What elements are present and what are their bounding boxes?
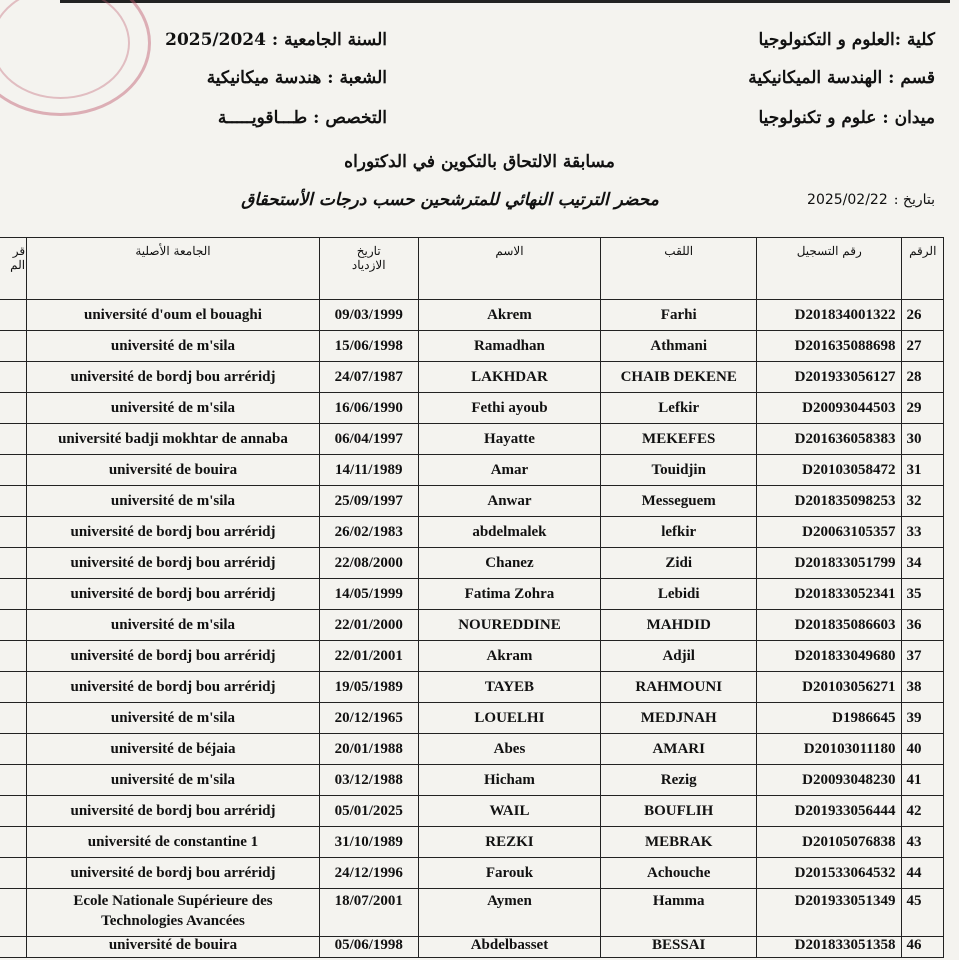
cell-university: université de béjaia xyxy=(27,734,320,765)
cell-name: Hayatte xyxy=(418,424,601,455)
table-row xyxy=(0,937,944,958)
cell-num: 44 xyxy=(902,858,944,889)
cell-surname: Athmani xyxy=(601,331,757,362)
cell-name: Abdelbasset xyxy=(418,937,601,958)
cell-decision xyxy=(0,517,27,548)
cell-name: abdelmalek xyxy=(418,517,601,548)
cell-decision xyxy=(0,300,27,331)
cell-registration: D201635088698 xyxy=(757,331,902,362)
cell-name: Fatima Zohra xyxy=(418,579,601,610)
cell-registration: D201835098253 xyxy=(757,486,902,517)
cell-decision xyxy=(0,672,27,703)
cell-num: 42 xyxy=(902,796,944,827)
cell-name: WAIL xyxy=(418,796,601,827)
table-row xyxy=(0,796,944,827)
cell-university: université de bouira xyxy=(27,937,320,958)
cell-surname: lefkir xyxy=(601,517,757,548)
cell-birthdate: 20/01/1988 xyxy=(319,734,418,765)
cell-num: 45 xyxy=(902,889,944,937)
cell-num: 26 xyxy=(902,300,944,331)
cell-registration: D20093044503 xyxy=(757,393,902,424)
cell-name: NOUREDDINE xyxy=(418,610,601,641)
cell-birthdate: 18/07/2001 xyxy=(319,889,418,937)
cell-surname: MEKEFES xyxy=(601,424,757,455)
table-row xyxy=(0,331,944,362)
cell-num: 34 xyxy=(902,548,944,579)
top-rule xyxy=(60,0,950,3)
cell-num: 32 xyxy=(902,486,944,517)
table-row xyxy=(0,517,944,548)
cell-num: 38 xyxy=(902,672,944,703)
cell-surname: BESSAI xyxy=(601,937,757,958)
table-row xyxy=(0,455,944,486)
cell-name: Amar xyxy=(418,455,601,486)
cell-surname: Hamma xyxy=(601,889,757,937)
cell-birthdate: 03/12/1988 xyxy=(319,765,418,796)
cell-name: Fethi ayoub xyxy=(418,393,601,424)
cell-university: université de m'sila xyxy=(27,486,320,517)
cell-surname: Farhi xyxy=(601,300,757,331)
cell-registration: D1986645 xyxy=(757,703,902,734)
cell-decision xyxy=(0,486,27,517)
cell-birthdate: 22/01/2000 xyxy=(319,610,418,641)
cell-university: université badji mokhtar de annaba xyxy=(27,424,320,455)
cell-name: Akrem xyxy=(418,300,601,331)
col-header-birthdate: تاريخ الازدياد xyxy=(319,238,418,300)
cell-name: Akram xyxy=(418,641,601,672)
cell-registration: D20063105357 xyxy=(757,517,902,548)
col-header-registration: رقم التسجيل xyxy=(757,238,902,300)
cell-name: Aymen xyxy=(418,889,601,937)
cell-surname: Rezig xyxy=(601,765,757,796)
cell-decision xyxy=(0,827,27,858)
cell-university: université de bordj bou arréridj xyxy=(27,517,320,548)
department-line: قسم: الهندسة الميكانيكية xyxy=(748,68,935,88)
col-header-name: الاسم xyxy=(418,238,601,300)
cell-name: TAYEB xyxy=(418,672,601,703)
cell-birthdate: 26/02/1983 xyxy=(319,517,418,548)
cell-birthdate: 31/10/1989 xyxy=(319,827,418,858)
cell-university: université de bordj bou arréridj xyxy=(27,858,320,889)
cell-surname: Lefkir xyxy=(601,393,757,424)
cell-surname: CHAIB DEKENE xyxy=(601,362,757,393)
cell-num: 37 xyxy=(902,641,944,672)
cell-decision xyxy=(0,393,27,424)
cell-surname: Lebidi xyxy=(601,579,757,610)
cell-university: université de m'sila xyxy=(27,331,320,362)
cell-birthdate: 14/05/1999 xyxy=(319,579,418,610)
cell-decision xyxy=(0,331,27,362)
cell-university: université de bordj bou arréridj xyxy=(27,672,320,703)
cell-decision xyxy=(0,937,27,958)
cell-num: 35 xyxy=(902,579,944,610)
cell-university: université de m'sila xyxy=(27,393,320,424)
cell-university: université de m'sila xyxy=(27,765,320,796)
table-header-row xyxy=(0,238,944,300)
cell-decision xyxy=(0,424,27,455)
cell-decision xyxy=(0,796,27,827)
cell-name: LAKHDAR xyxy=(418,362,601,393)
cell-birthdate: 05/01/2025 xyxy=(319,796,418,827)
cell-num: 43 xyxy=(902,827,944,858)
cell-surname: MEBRAK xyxy=(601,827,757,858)
table-row xyxy=(0,610,944,641)
col-header-surname: اللقب xyxy=(601,238,757,300)
cell-surname: Zidi xyxy=(601,548,757,579)
table-row xyxy=(0,579,944,610)
cell-registration: D201933051349 xyxy=(757,889,902,937)
cell-num: 28 xyxy=(902,362,944,393)
table-row xyxy=(0,424,944,455)
cell-decision xyxy=(0,703,27,734)
faculty-line: كلية:العلوم و التكنولوجيا xyxy=(758,30,935,50)
table-row xyxy=(0,703,944,734)
cell-decision xyxy=(0,734,27,765)
cell-registration: D201833052341 xyxy=(757,579,902,610)
cell-birthdate: 20/12/1965 xyxy=(319,703,418,734)
table-row xyxy=(0,765,944,796)
cell-name: Chanez xyxy=(418,548,601,579)
cell-decision xyxy=(0,548,27,579)
cell-surname: RAHMOUNI xyxy=(601,672,757,703)
table-row xyxy=(0,393,944,424)
cell-birthdate: 24/12/1996 xyxy=(319,858,418,889)
cell-surname: AMARI xyxy=(601,734,757,765)
table-row xyxy=(0,734,944,765)
cell-surname: Adjil xyxy=(601,641,757,672)
academic-year-line: السنة الجامعية: 2025/2024 xyxy=(165,30,387,50)
cell-name: LOUELHI xyxy=(418,703,601,734)
cell-num: 46 xyxy=(902,937,944,958)
cell-registration: D20105076838 xyxy=(757,827,902,858)
table-row xyxy=(0,486,944,517)
cell-birthdate: 16/06/1990 xyxy=(319,393,418,424)
official-stamp xyxy=(0,0,151,116)
cell-university: université de constantine 1 xyxy=(27,827,320,858)
table-row xyxy=(0,889,944,937)
cell-num: 33 xyxy=(902,517,944,548)
cell-name: Hicham xyxy=(418,765,601,796)
table-row xyxy=(0,827,944,858)
cell-name: Abes xyxy=(418,734,601,765)
document-title: مسابقة الالتحاق بالتكوين في الدكتوراه xyxy=(344,152,615,172)
cell-birthdate: 15/06/1998 xyxy=(319,331,418,362)
cell-university: université de bordj bou arréridj xyxy=(27,579,320,610)
document-date: بتاريخ :2025/02/22 xyxy=(807,192,935,208)
cell-university: université de bordj bou arréridj xyxy=(27,548,320,579)
cell-registration: D201636058383 xyxy=(757,424,902,455)
specialty-line: التخصص: طـــاقويـــــة xyxy=(217,108,387,128)
cell-registration: D201933056444 xyxy=(757,796,902,827)
cell-registration: D20093048230 xyxy=(757,765,902,796)
cell-decision xyxy=(0,765,27,796)
cell-num: 27 xyxy=(902,331,944,362)
cell-surname: MEDJNAH xyxy=(601,703,757,734)
cell-decision xyxy=(0,858,27,889)
cell-university: université de bouira xyxy=(27,455,320,486)
cell-registration: D201833051358 xyxy=(757,937,902,958)
cell-decision xyxy=(0,610,27,641)
cell-num: 40 xyxy=(902,734,944,765)
cell-birthdate: 05/06/1998 xyxy=(319,937,418,958)
cell-surname: Touidjin xyxy=(601,455,757,486)
cell-university: université d'oum el bouaghi xyxy=(27,300,320,331)
cell-birthdate: 24/07/1987 xyxy=(319,362,418,393)
document-subtitle: محضر الترتيب النهائي للمترشحين حسب درجات الأستحقاق xyxy=(241,190,659,210)
cell-birthdate: 06/04/1997 xyxy=(319,424,418,455)
cell-birthdate: 14/11/1989 xyxy=(319,455,418,486)
cell-university: université de bordj bou arréridj xyxy=(27,641,320,672)
cell-registration: D201834001322 xyxy=(757,300,902,331)
domain-line: ميدان: علوم و تكنولوجيا xyxy=(758,108,935,128)
cell-num: 41 xyxy=(902,765,944,796)
ranking-table xyxy=(0,237,944,958)
cell-registration: D20103056271 xyxy=(757,672,902,703)
cell-registration: D201833049680 xyxy=(757,641,902,672)
cell-university: Ecole Nationale Supérieure des Technologies Avancées xyxy=(27,889,320,937)
table-row xyxy=(0,362,944,393)
cell-name: Farouk xyxy=(418,858,601,889)
cell-num: 30 xyxy=(902,424,944,455)
cell-registration: D201833051799 xyxy=(757,548,902,579)
table-row xyxy=(0,672,944,703)
cell-birthdate: 09/03/1999 xyxy=(319,300,418,331)
cell-registration: D201533064532 xyxy=(757,858,902,889)
cell-surname: BOUFLIH xyxy=(601,796,757,827)
col-header-university: الجامعة الأصلية xyxy=(27,238,320,300)
cell-birthdate: 22/08/2000 xyxy=(319,548,418,579)
cell-registration: D201835086603 xyxy=(757,610,902,641)
cell-decision xyxy=(0,579,27,610)
cell-num: 31 xyxy=(902,455,944,486)
cell-name: Anwar xyxy=(418,486,601,517)
cell-registration: D20103011180 xyxy=(757,734,902,765)
table-row xyxy=(0,858,944,889)
cell-surname: Achouche xyxy=(601,858,757,889)
table-row xyxy=(0,548,944,579)
cell-name: REZKI xyxy=(418,827,601,858)
col-header-decision: قر الم xyxy=(0,238,27,300)
cell-surname: Messeguem xyxy=(601,486,757,517)
cell-university: université de m'sila xyxy=(27,610,320,641)
cell-num: 36 xyxy=(902,610,944,641)
cell-university: université de bordj bou arréridj xyxy=(27,796,320,827)
cell-birthdate: 19/05/1989 xyxy=(319,672,418,703)
cell-surname: MAHDID xyxy=(601,610,757,641)
cell-decision xyxy=(0,641,27,672)
cell-university: université de bordj bou arréridj xyxy=(27,362,320,393)
cell-decision xyxy=(0,455,27,486)
cell-name: Ramadhan xyxy=(418,331,601,362)
col-header-num: الرقم xyxy=(902,238,944,300)
cell-registration: D20103058472 xyxy=(757,455,902,486)
table-row xyxy=(0,300,944,331)
cell-decision xyxy=(0,362,27,393)
cell-registration: D201933056127 xyxy=(757,362,902,393)
cell-birthdate: 22/01/2001 xyxy=(319,641,418,672)
cell-num: 39 xyxy=(902,703,944,734)
cell-birthdate: 25/09/1997 xyxy=(319,486,418,517)
table-row xyxy=(0,641,944,672)
cell-num: 29 xyxy=(902,393,944,424)
cell-university: université de m'sila xyxy=(27,703,320,734)
cell-decision xyxy=(0,889,27,937)
branch-line: الشعبة: هندسة ميكانيكية xyxy=(206,68,387,88)
